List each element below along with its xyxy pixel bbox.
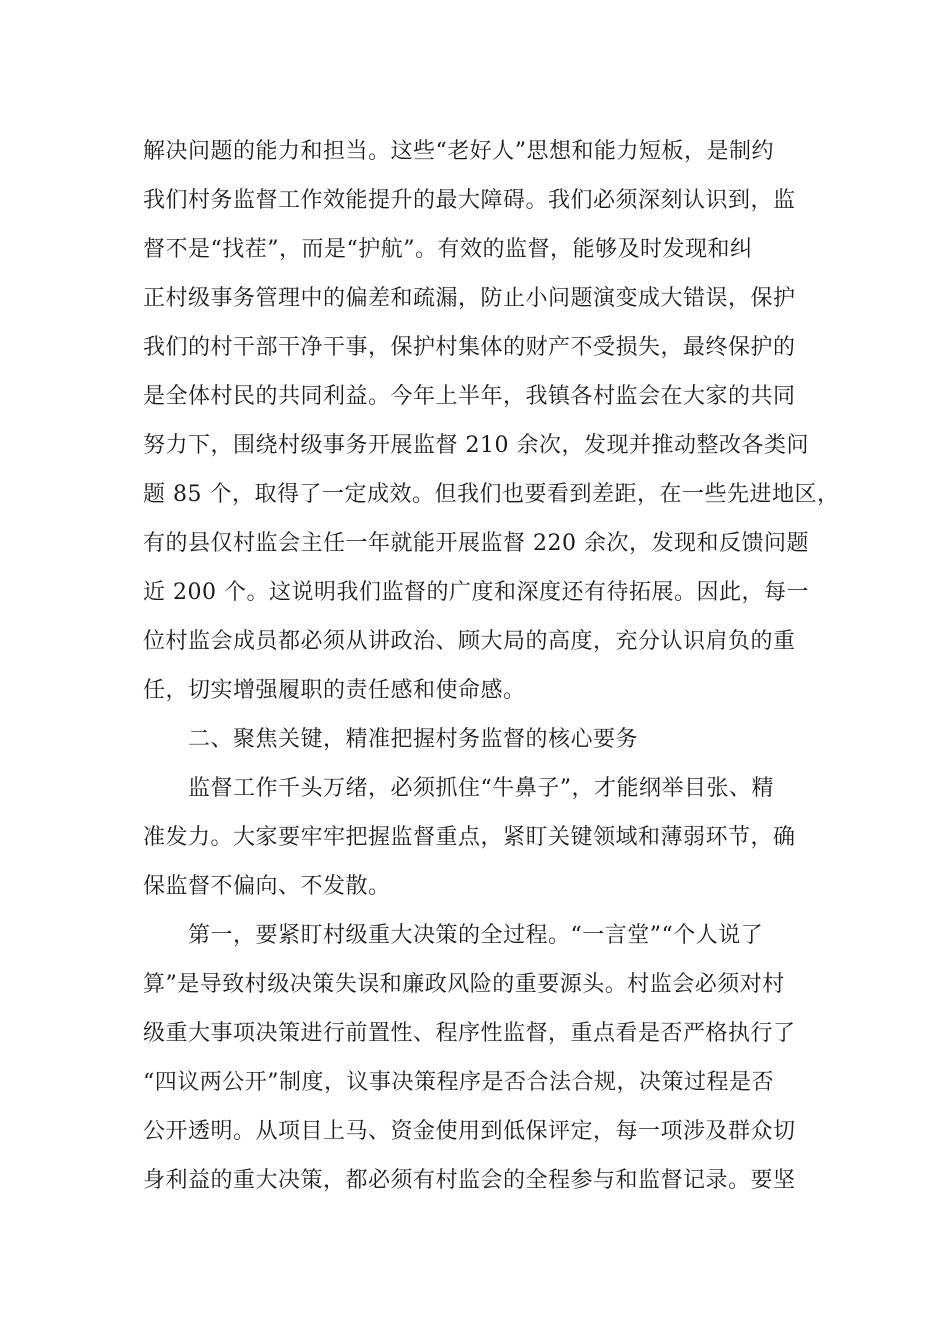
body-line-6: 是全体村民的共同利益。今年上半年，我镇各村监会在大家的共同: [143, 384, 796, 409]
body-line-21: 公开透明。从项目上马、资金使用到低保评定，每一项涉及群众切: [143, 1119, 796, 1144]
body-line-10: 近 200 个。这说明我们监督的广度和深度还有待拓展。因此，每一: [143, 580, 809, 605]
body-line-3: 督不是“找茬”，而是“护航”。有效的监督，能够及时发现和纠: [143, 237, 753, 262]
body-line-19: 级重大事项决策进行前置性、程序性监督，重点看是否严格执行了: [143, 1021, 796, 1046]
body-line-5: 我们的村干部干净干事，保护村集体的财产不受损失，最终保护的: [143, 335, 796, 360]
body-line-14: 监督工作千头万绪，必须抓住“牛鼻子”，才能纲举目张、精: [188, 776, 774, 801]
body-line-12: 任，切实增强履职的责任感和使命感。: [143, 678, 526, 703]
body-line-20: “四议两公开”制度，议事决策程序是否合法合规，决策过程是否: [143, 1070, 774, 1095]
body-line-18: 算”是导致村级决策失误和廉政风险的重要源头。村监会必须对村: [143, 972, 785, 997]
body-line-9: 有的县仅村监会主任一年就能开展监督 220 余次，发现和反馈问题: [143, 531, 809, 556]
body-line-11: 位村监会成员都必须从讲政治、顾大局的高度，充分认识肩负的重: [143, 629, 796, 654]
body-line-16: 保监督不偏向、不发散。: [143, 874, 391, 899]
body-line-2: 我们村务监督工作效能提升的最大障碍。我们必须深刻认识到，监: [143, 188, 796, 213]
body-line-17: 第一，要紧盯村级重大决策的全过程。“一言堂”“个人说了: [188, 923, 764, 948]
body-line-4: 正村级事务管理中的偏差和疏漏，防止小问题演变成大错误，保护: [143, 286, 796, 311]
body-line-15: 准发力。大家要牢牢把握监督重点，紧盯关键领域和薄弱环节，确: [143, 825, 796, 850]
body-line-22: 身利益的重大决策，都必须有村监会的全程参与和监督记录。要坚: [143, 1168, 796, 1193]
body-line-1: 解决问题的能力和担当。这些“老好人”思想和能力短板，是制约: [143, 139, 774, 164]
body-line-8: 题 85 个，取得了一定成效。但我们也要看到差距，在一些先进地区，: [143, 482, 840, 507]
section-heading: 二、聚焦关键，精准把握村务监督的核心要务: [188, 727, 639, 752]
body-line-7: 努力下，围绕村级事务开展监督 210 余次，发现并推动整改各类问: [143, 433, 809, 458]
